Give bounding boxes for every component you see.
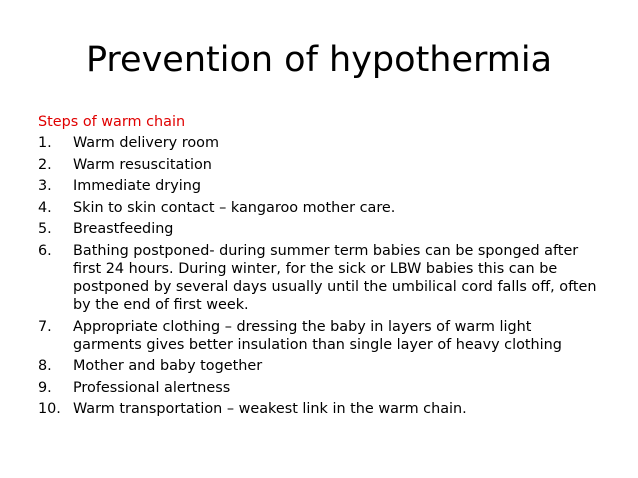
step-text: Appropriate clothing – dressing the baby in layers of warm light garments gives better insulation than single layer of heavy clothing [73, 318, 562, 353]
step-number: 7. [38, 318, 52, 335]
step-number: 4. [38, 199, 52, 216]
list-item [38, 242, 598, 314]
step-text: Immediate drying [73, 178, 201, 195]
list-item [38, 400, 598, 418]
list-item [38, 156, 598, 174]
list-item [38, 134, 598, 152]
list-item [38, 177, 598, 195]
step-text: Professional alertness [73, 379, 231, 396]
step-number: 5. [38, 221, 52, 238]
step-number: 9. [38, 379, 52, 396]
step-number: 10. [38, 401, 61, 418]
list-item [38, 357, 598, 375]
step-text: Warm delivery room [73, 135, 219, 151]
list-item [38, 199, 598, 217]
step-text: Skin to skin contact – kangaroo mother care. [73, 199, 396, 216]
list-item [38, 379, 598, 397]
step-text: Breastfeeding [73, 221, 174, 238]
step-text: Mother and baby together [73, 358, 263, 375]
step-number: 6. [38, 242, 52, 259]
step-number: 8. [38, 358, 52, 375]
step-text: Warm transportation – weakest link in the warm chain. [73, 401, 467, 418]
list-item [38, 318, 598, 354]
step-text: Bathing postponed- during summer term babies can be sponged after first 24 hours. During winter, for the sick or LBW babies this can be postponed by several days usually until the umbilical cord falls off, often by the end of first week. [73, 242, 597, 313]
slide-subtitle: Steps of warm chain [38, 114, 186, 130]
slide-content [38, 113, 598, 422]
step-number: 2. [38, 156, 52, 173]
step-text: Warm resuscitation [73, 156, 212, 173]
steps-list [38, 134, 598, 418]
step-number: 1. [38, 135, 52, 151]
slide-title: Prevention of hypothermia [85, 40, 553, 80]
list-item [38, 220, 598, 238]
step-number: 3. [38, 178, 52, 195]
